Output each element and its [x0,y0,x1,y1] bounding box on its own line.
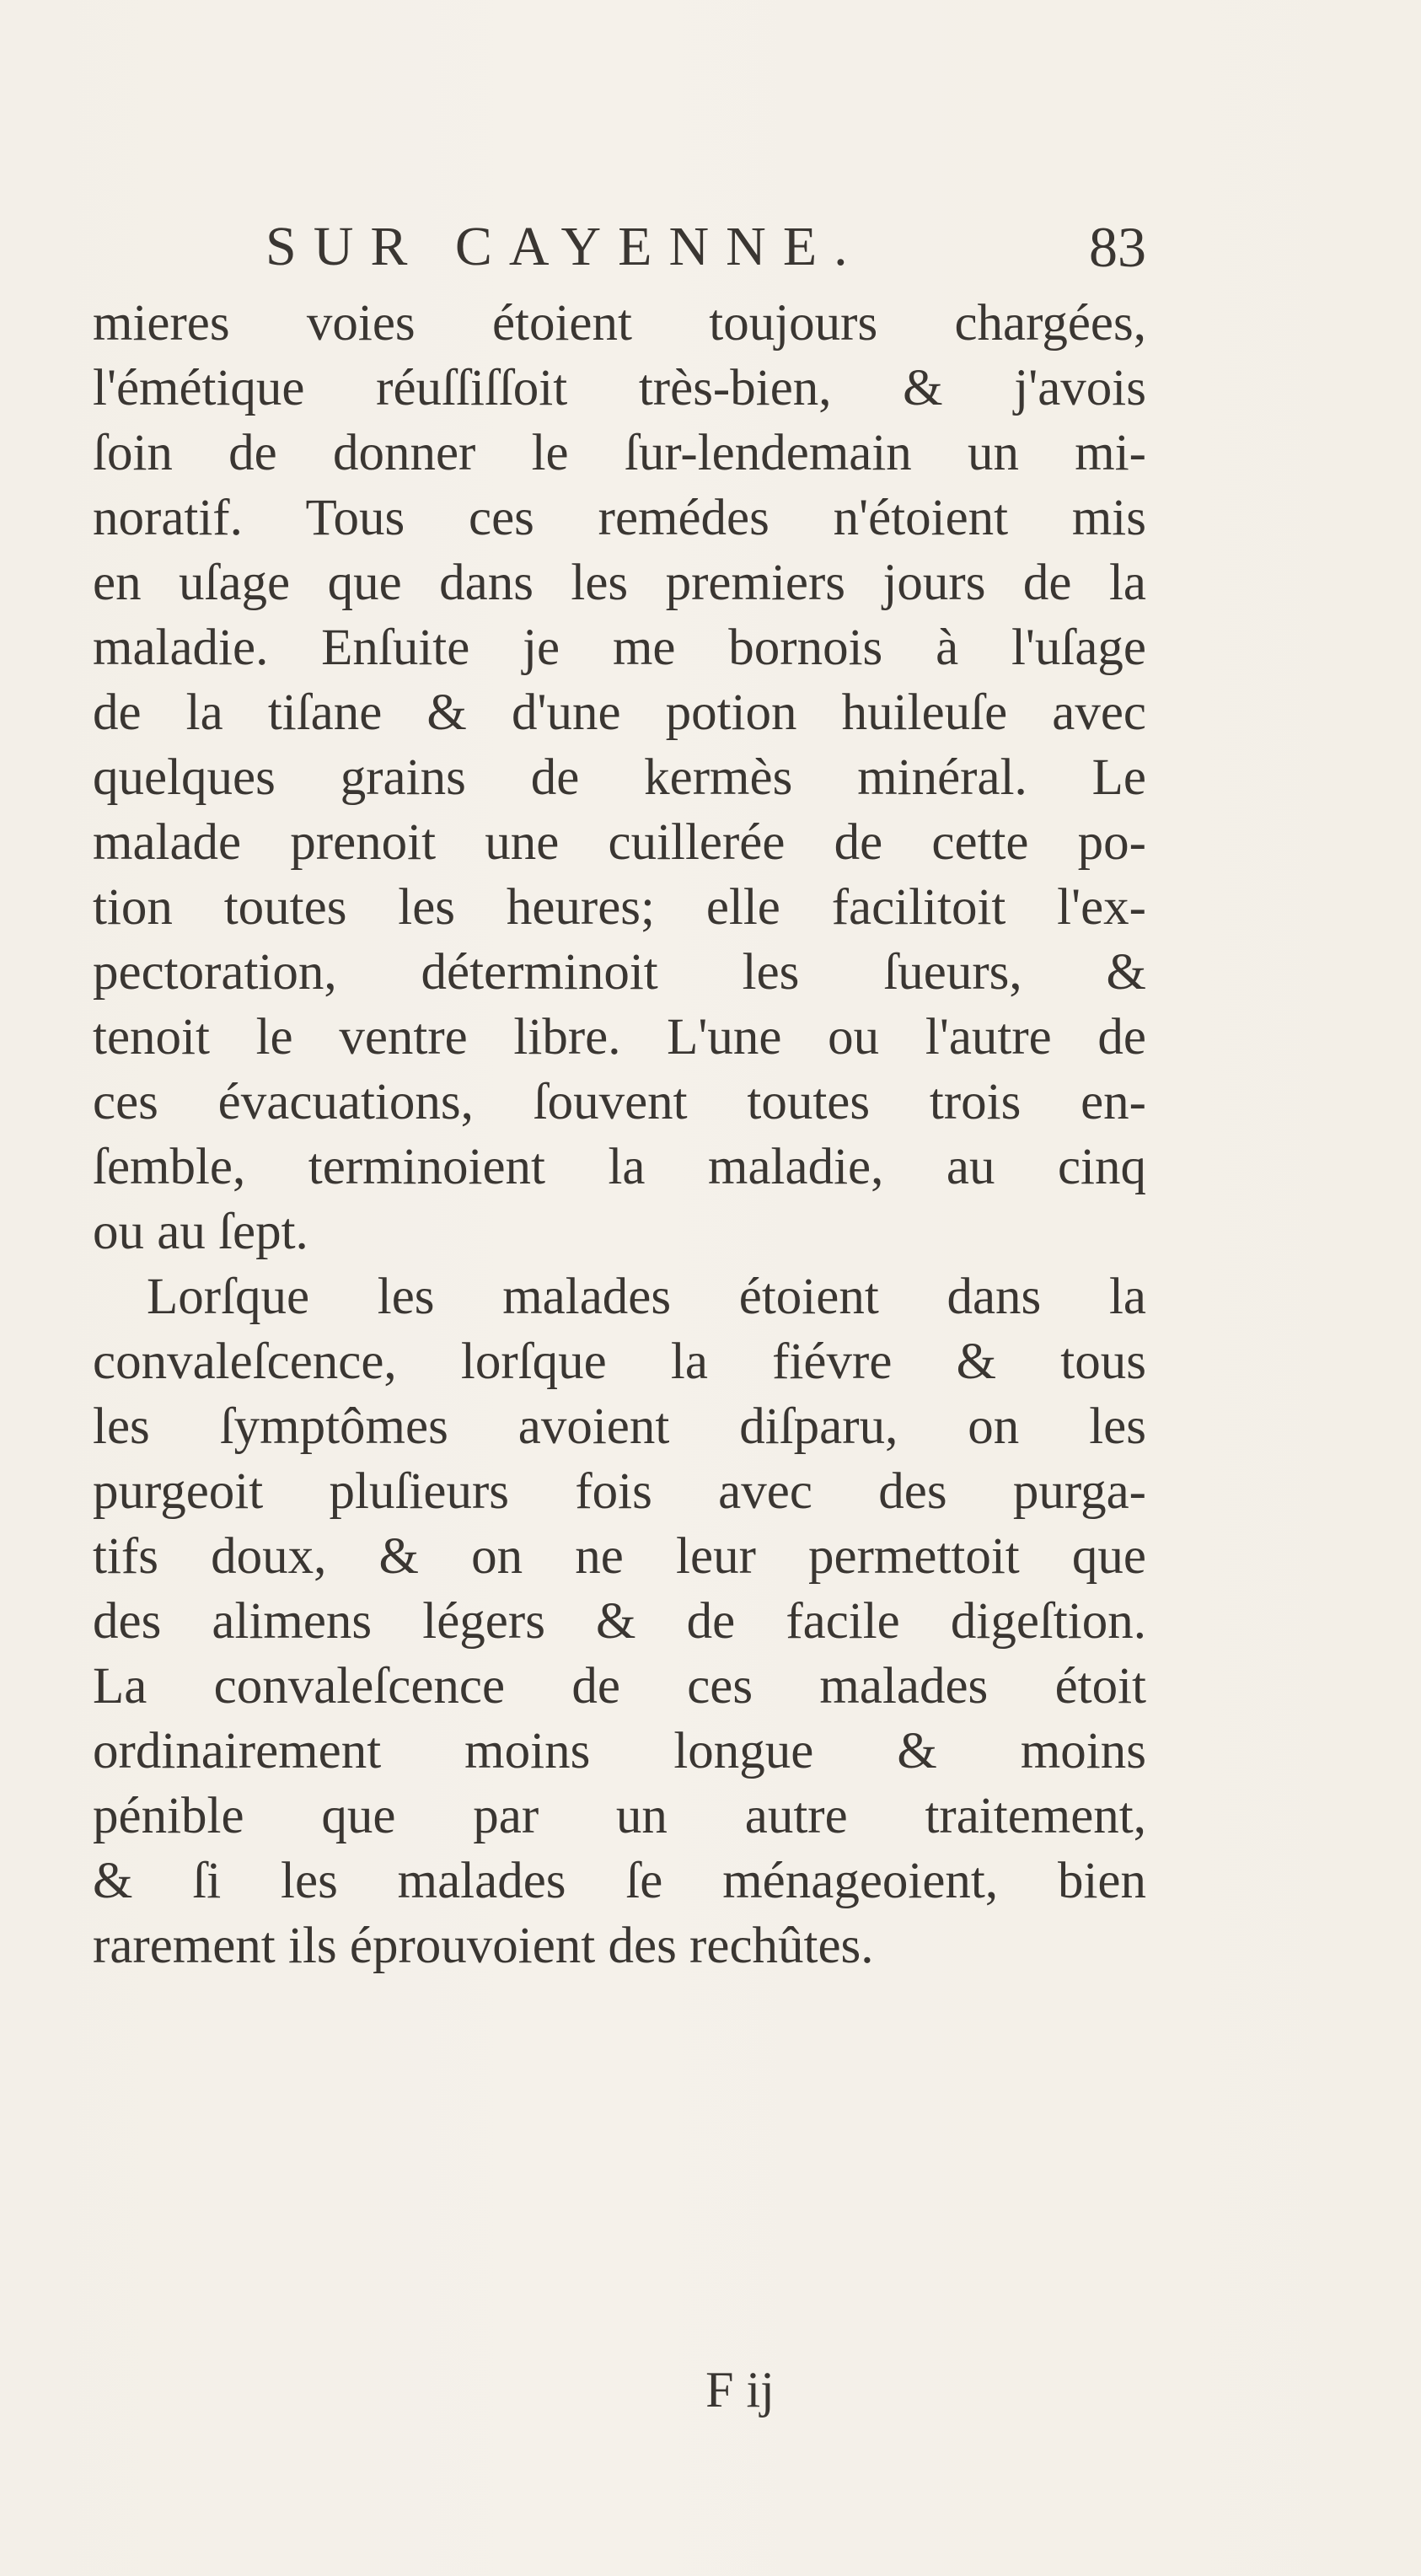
text-line: ou au ſept. [93,1204,308,1260]
body-text [93,291,1146,1978]
text-line: rarement ils éprouvoient des rechûtes. [93,1918,874,1974]
text-line: purgeoit pluſieurs fois avec des purga- [93,1463,1146,1520]
text-line: malade prenoit une cuillerée de cette po- [93,814,1146,871]
text-line: quelques grains de kermès minéral. Le [93,749,1146,806]
text-line: ordinairement moins longue & moins [93,1723,1146,1779]
text-line: convaleſcence, lorſque la fiévre & tous [93,1334,1146,1390]
text-line: ſoin de donner le ſur-lendemain un mi- [93,425,1146,481]
text-line: pénible que par un autre traitement, [93,1788,1146,1844]
text-line: de la tiſane & d'une potion huileuſe avec [93,684,1146,741]
text-line: ces évacuations, ſouvent toutes trois en- [93,1074,1146,1130]
text-line: Lorſque les malades étoient dans la [147,1269,1146,1325]
page-number: 83 [1089,215,1146,279]
paragraph-1 [93,291,1146,1264]
text-line: les ſymptômes avoient diſparu, on les [93,1398,1146,1455]
text-line: maladie. Enſuite je me bornois à l'uſage [93,620,1146,676]
text-line: ſemble, terminoient la maladie, au cinq [93,1139,1146,1195]
running-head-title: SUR CAYENNE. [265,216,865,277]
paragraph-2 [93,1264,1146,1978]
running-head [93,201,1146,293]
text-line: noratif. Tous ces remédes n'étoient mis [93,490,1146,546]
text-line: tenoit le ventre libre. L'une ou l'autre de [93,1009,1146,1065]
text-line: mieres voies étoient toujours chargées, [93,295,1146,352]
text-line: des alimens légers & de facile digeſtion. [93,1593,1146,1650]
text-line: pectoration, déterminoit les ſueurs, & [93,944,1146,1001]
text-line: & ſi les malades ſe ménageoient, bien [93,1853,1146,1909]
text-line: en uſage que dans les premiers jours de la [93,555,1146,611]
text-line: tifs doux, & on ne leur permettoit que [93,1528,1146,1585]
text-line: l'émétique réuſſiſſoit très-bien, & j'avois [93,360,1146,416]
text-line: La convaleſcence de ces malades étoit [93,1658,1146,1715]
signature-mark: F ij [705,2362,775,2418]
text-line: tion toutes les heures; elle facilitoit l'ex- [93,879,1146,936]
